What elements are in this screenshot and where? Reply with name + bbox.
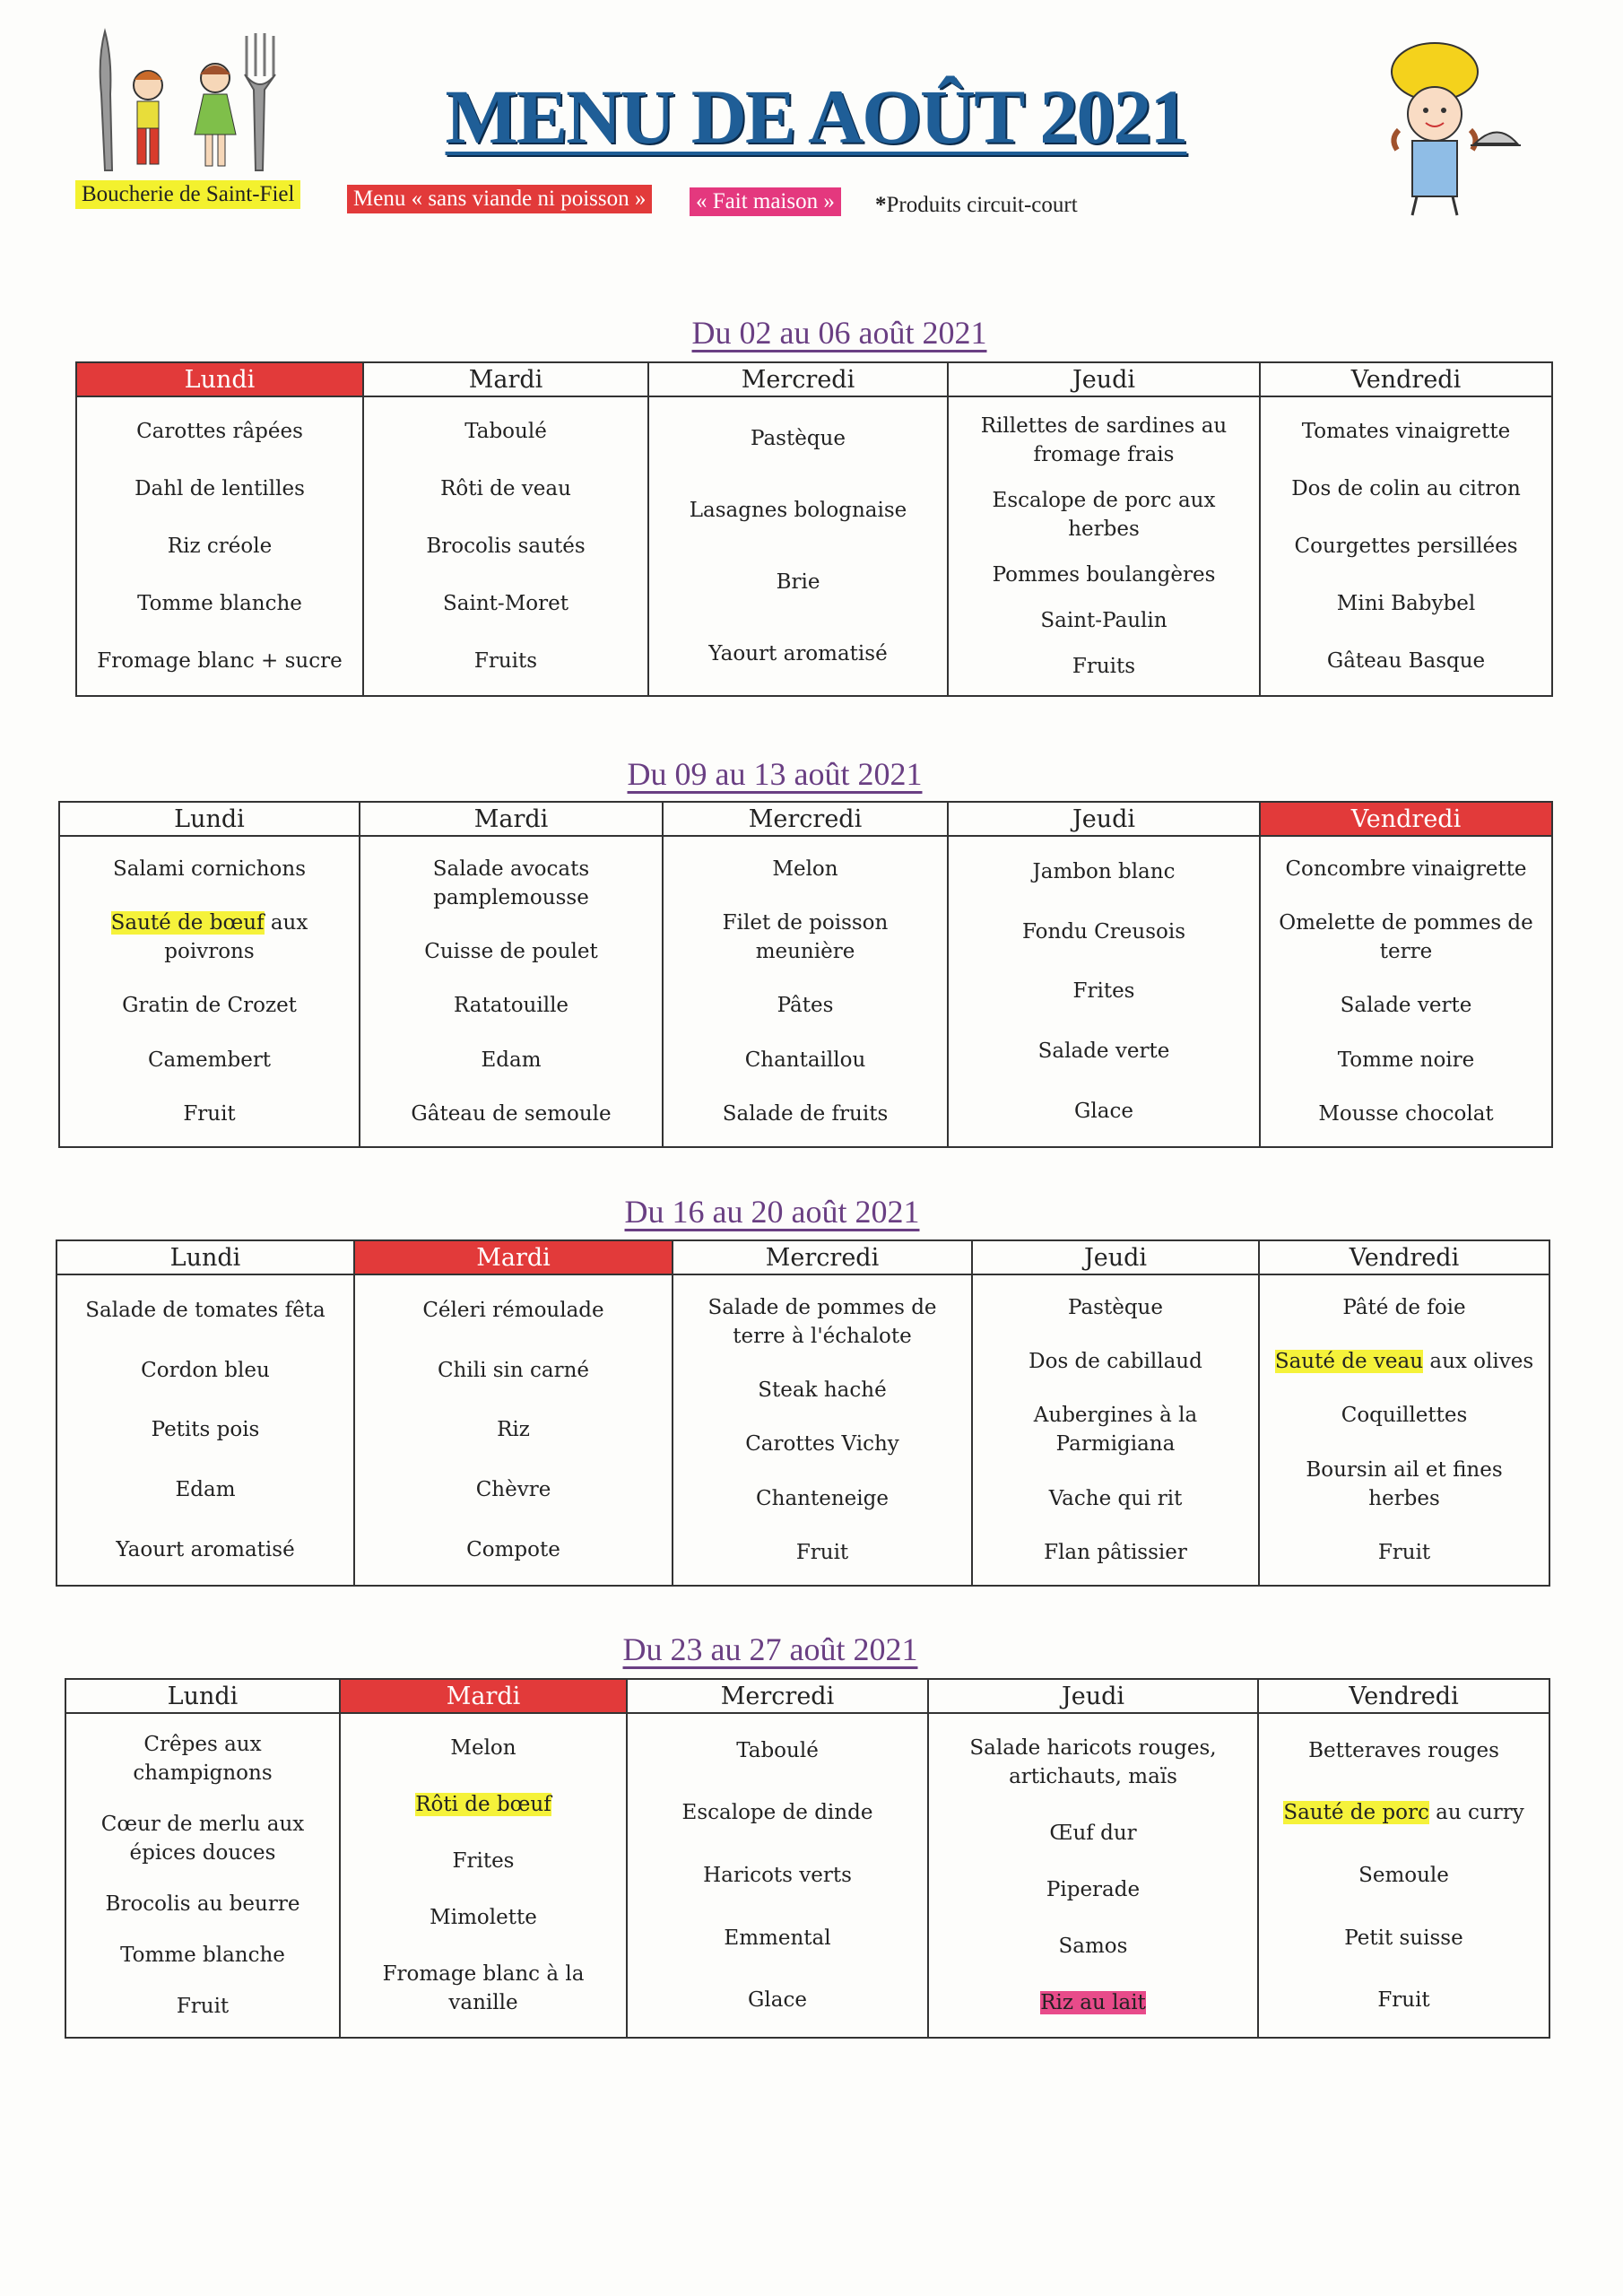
dish: Omelette de pommes de terre: [1279, 911, 1533, 964]
dish: Emmental: [724, 1926, 831, 1950]
dish: Rillettes de sardines au fromage frais: [980, 413, 1228, 466]
dish: Fruit: [176, 1994, 230, 2018]
butcher-highlight: Sauté de porc: [1283, 1801, 1429, 1825]
legend-local-star: *: [875, 193, 887, 217]
dish: Chèvre: [475, 1478, 551, 1502]
dish: Piperade: [1046, 1877, 1141, 1901]
day-header-vendredi: Vendredi: [1258, 1679, 1549, 1713]
dish: Salade verte: [1037, 1039, 1170, 1064]
dish: Pommes boulangères: [992, 562, 1216, 587]
dish: Chili sin carné: [437, 1358, 590, 1382]
dish: Salade verte: [1340, 994, 1472, 1018]
day-cell: [1258, 1713, 1549, 2038]
day-cell: [948, 836, 1260, 1147]
dish: [67, 909, 352, 966]
week-3-table: [56, 1239, 1550, 1587]
day-header-mardi: Mardi: [363, 362, 648, 396]
dish: Escalope de dinde: [681, 1801, 873, 1825]
dish: Carottes râpées: [136, 420, 303, 443]
dish: Mini Babybel: [1336, 592, 1476, 615]
day-header-mercredi: Mercredi: [663, 802, 948, 836]
dish-rest: aux olives: [1429, 1350, 1534, 1374]
dish: Mousse chocolat: [1318, 1101, 1494, 1126]
day-header-jeudi: Jeudi: [928, 1679, 1258, 1713]
dish: Edam: [481, 1048, 542, 1072]
day-cell: [1260, 836, 1552, 1147]
week-3-title: Du 16 au 20 août 2021: [624, 1194, 920, 1230]
dish: Fruit: [183, 1101, 236, 1126]
dish: Saint-Moret: [443, 592, 568, 615]
dish: Gâteau de semoule: [411, 1101, 612, 1126]
dish: Gratin de Crozet: [122, 994, 297, 1018]
day-header-vendredi: Vendredi: [1260, 362, 1552, 396]
legend-butcher: Boucherie de Saint-Fiel: [75, 180, 300, 209]
dish: Crêpes aux champignons: [133, 1733, 273, 1786]
butcher-highlight: Rôti de bœuf: [415, 1792, 551, 1816]
dish: Fromage blanc à la vanille: [382, 1962, 585, 2015]
dish: Melon: [772, 857, 838, 882]
dish: Taboulé: [736, 1738, 819, 1762]
day-header-lundi: Lundi: [59, 802, 360, 836]
dish: Fondu Creusois: [1021, 919, 1186, 944]
day-cell: [928, 1713, 1258, 2038]
day-cell: [363, 396, 648, 696]
dish: Betteraves rouges: [1308, 1738, 1499, 1762]
dish: Salade de fruits: [722, 1101, 889, 1126]
dish: Fruit: [1377, 1540, 1431, 1564]
day-cell: [56, 1274, 354, 1586]
dish: Yaourt aromatisé: [708, 642, 888, 665]
page-title: MENU DE AOÛT 2021: [445, 74, 1187, 160]
day-cell: [360, 836, 663, 1147]
dish: Escalope de porc aux herbes: [992, 488, 1216, 541]
dish: Salade de tomates fêta: [85, 1299, 325, 1323]
dish: Mimolette: [430, 1906, 537, 1930]
week-2-title: Du 09 au 13 août 2021: [627, 756, 923, 792]
day-cell: [59, 836, 360, 1147]
dish: Haricots verts: [703, 1863, 852, 1887]
dish: Riz: [497, 1418, 530, 1442]
day-header-mardi: Mardi: [354, 1240, 673, 1274]
dish: Cuisse de poulet: [424, 940, 598, 964]
dish: Œuf dur: [1049, 1821, 1137, 1845]
dish: Filet de poisson meunière: [722, 911, 889, 964]
dish: Saint-Paulin: [1040, 609, 1167, 633]
day-header-mercredi: Mercredi: [627, 1679, 928, 1713]
dish: Taboulé: [464, 420, 547, 443]
dish: Vache qui rit: [1048, 1486, 1183, 1510]
day-cell: [65, 1713, 340, 2038]
butcher-highlight: Sauté de bœuf: [110, 911, 265, 935]
dish: Fruits: [473, 649, 538, 673]
dish: [1267, 1347, 1541, 1376]
day-cell: [673, 1274, 972, 1586]
dish: Tomates vinaigrette: [1301, 420, 1511, 443]
dish: Semoule: [1358, 1863, 1449, 1887]
dish: Samos: [1058, 1935, 1128, 1959]
day-cell: [648, 396, 948, 696]
day-header-jeudi: Jeudi: [948, 362, 1260, 396]
dish: Salade de pommes de terre à l'échalote: [707, 1296, 937, 1349]
day-cell: [663, 836, 948, 1147]
dish: Pâté de foie: [1342, 1296, 1466, 1320]
dish: Fromage blanc + sucre: [97, 649, 343, 673]
day-cell: [354, 1274, 673, 1586]
dish: Fruit: [1377, 1988, 1430, 2013]
dish: Brocolis sautés: [426, 535, 586, 558]
dish: Compote: [466, 1537, 560, 1561]
day-header-mercredi: Mercredi: [673, 1240, 972, 1274]
dish-rest: au curry: [1436, 1801, 1524, 1825]
dish: Frites: [1072, 979, 1135, 1004]
dish: Tomme noire: [1337, 1048, 1475, 1072]
day-header-jeudi: Jeudi: [972, 1240, 1259, 1274]
dish: Rôti de veau: [440, 477, 571, 500]
dish: Ratatouille: [453, 994, 569, 1018]
day-header-vendredi: Vendredi: [1260, 802, 1552, 836]
dish: Petits pois: [151, 1418, 260, 1442]
week-2-table: [58, 801, 1553, 1148]
dish: Dos de colin au citron: [1291, 477, 1521, 500]
children-cutlery-illustration: [85, 22, 291, 175]
legend-local-text: Produits circuit-court: [886, 193, 1078, 217]
dish: Melon: [450, 1735, 516, 1760]
dish: Concombre vinaigrette: [1285, 857, 1527, 882]
dish-rest: aux poivrons: [164, 911, 308, 964]
dish: Edam: [175, 1478, 236, 1502]
dish: Brie: [776, 570, 820, 594]
day-header-mardi: Mardi: [360, 802, 663, 836]
day-header-jeudi: Jeudi: [948, 802, 1260, 836]
dish: Flan pâtissier: [1044, 1540, 1187, 1564]
dish: Fruits: [1072, 655, 1136, 679]
day-header-mardi: Mardi: [340, 1679, 627, 1713]
dish: Brocolis au beurre: [105, 1892, 300, 1916]
day-header-vendredi: Vendredi: [1259, 1240, 1549, 1274]
dish: Jambon blanc: [1032, 860, 1176, 884]
dish: Cordon bleu: [141, 1358, 270, 1382]
dish: Gâteau Basque: [1326, 649, 1486, 673]
dish: Riz créole: [167, 535, 273, 558]
day-cell: [972, 1274, 1259, 1586]
dish: Chantaillou: [744, 1048, 866, 1072]
day-header-lundi: Lundi: [76, 362, 363, 396]
dish: Salade haricots rouges, artichauts, maïs: [969, 1735, 1217, 1788]
dish: Boursin ail et fines herbes: [1306, 1457, 1503, 1510]
dish: Tomme blanche: [120, 1943, 285, 1967]
dish: [348, 1790, 619, 1819]
dish: Fruit: [795, 1540, 849, 1564]
day-cell: [1260, 396, 1552, 696]
day-cell: [76, 396, 363, 696]
day-cell: [1259, 1274, 1549, 1586]
dish: Glace: [748, 1988, 807, 2013]
day-header-lundi: Lundi: [65, 1679, 340, 1713]
day-cell: [948, 396, 1260, 696]
dish: [1266, 1798, 1541, 1827]
dish: Pâtes: [777, 994, 834, 1018]
legend-homemade: « Fait maison »: [690, 187, 841, 216]
week-4-title: Du 23 au 27 août 2021: [622, 1631, 918, 1667]
dish: [936, 1988, 1250, 2017]
day-cell: [627, 1713, 928, 2038]
dish: Steak haché: [758, 1378, 887, 1403]
dish: Lasagnes bolognaise: [689, 499, 907, 522]
dish: Carottes Vichy: [745, 1432, 899, 1457]
dish: Camembert: [147, 1048, 272, 1072]
dish: Aubergines à la Parmigiana: [1033, 1404, 1198, 1457]
dish: Coquillettes: [1341, 1404, 1468, 1428]
dish: Dahl de lentilles: [135, 477, 305, 500]
dish: Glace: [1074, 1099, 1133, 1123]
dish: Tomme blanche: [137, 592, 302, 615]
dish: Pastèque: [1068, 1296, 1163, 1320]
day-header-lundi: Lundi: [56, 1240, 354, 1274]
week-4-table: [65, 1678, 1550, 2039]
dish: Dos de cabillaud: [1028, 1350, 1202, 1374]
cook-girl-illustration: [1363, 31, 1529, 220]
butcher-highlight: Sauté de veau: [1274, 1350, 1424, 1374]
week-1-table: [75, 361, 1553, 697]
dish: Frites: [452, 1848, 515, 1873]
legend-vegetarian: Menu « sans viande ni poisson »: [347, 185, 652, 213]
week-1-title: Du 02 au 06 août 2021: [691, 315, 987, 351]
day-header-mercredi: Mercredi: [648, 362, 948, 396]
homemade-highlight: Riz au lait: [1040, 1991, 1146, 2015]
dish: Chanteneige: [756, 1486, 889, 1510]
dish: Salade avocats pamplemousse: [432, 857, 590, 910]
dish: Céleri rémoulade: [422, 1299, 604, 1323]
dish: Yaourt aromatisé: [116, 1537, 295, 1561]
dish: Petit suisse: [1344, 1926, 1463, 1950]
day-cell: [340, 1713, 627, 2038]
dish: Courgettes persillées: [1294, 535, 1518, 558]
dish: Cœur de merlu aux épices douces: [100, 1813, 305, 1866]
dish: Pastèque: [751, 427, 846, 450]
legend-local: [869, 191, 1084, 220]
dish: Salami cornichons: [112, 857, 307, 882]
